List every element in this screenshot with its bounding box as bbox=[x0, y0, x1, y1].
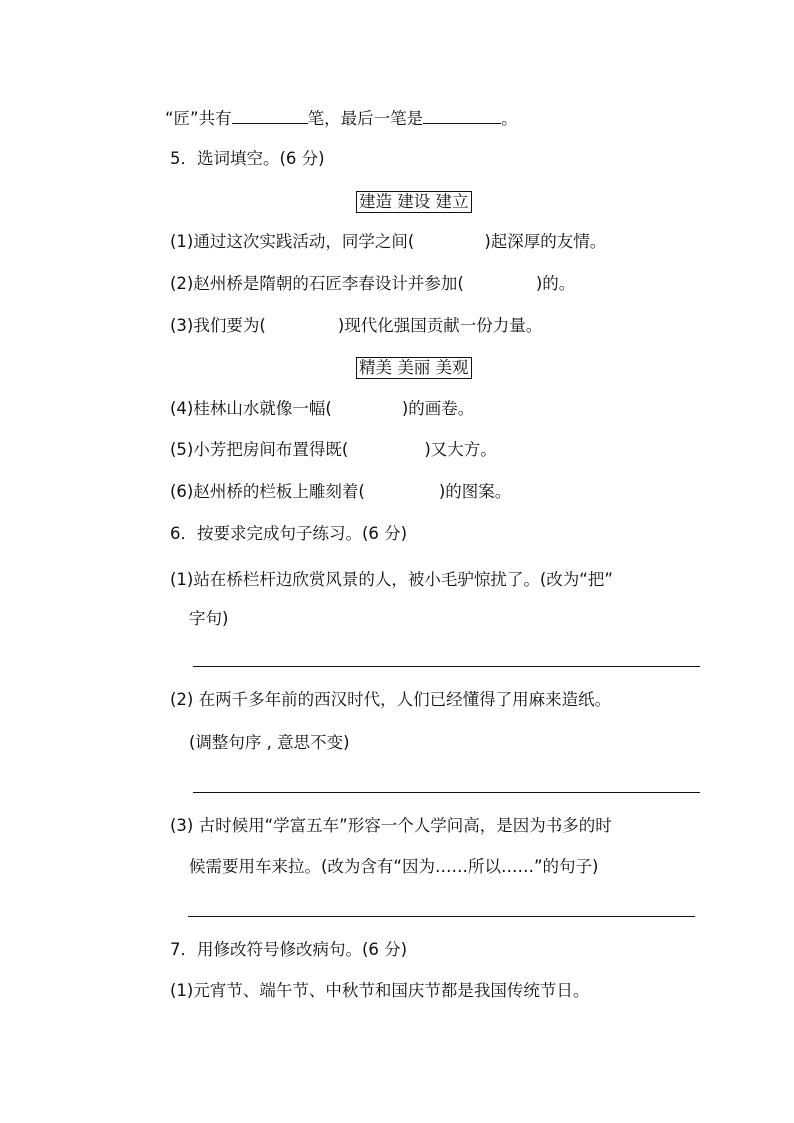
q7-item-1: (1)元宵节、端午节、中秋节和国庆节都是我国传统节日。 bbox=[170, 981, 590, 1000]
q5-item-2-post: )的。 bbox=[535, 274, 576, 293]
intro-text-mid: 笔，最后一笔是 bbox=[307, 109, 424, 128]
q7-title: 7．用修改符号修改病句。(6 分) bbox=[170, 940, 408, 959]
q5-item-6-pre: (6)赵州桥的栏板上雕刻着( bbox=[170, 482, 365, 501]
q6-item-1-answer-line[interactable] bbox=[193, 666, 700, 667]
q5-item-3 bbox=[170, 315, 542, 337]
q5-item-2 bbox=[170, 273, 575, 295]
q5-item-2-pre: (2)赵州桥是隋朝的石匠李春设计并参加( bbox=[170, 274, 464, 293]
q6-item-3-line-1: (3) 古时候用“学富五车”形容一个人学问高，是因为书多的时 bbox=[170, 816, 612, 835]
q5-item-5 bbox=[170, 439, 497, 461]
q6-item-3-answer-line[interactable] bbox=[188, 916, 695, 917]
q6-title: 6．按要求完成句子练习。(6 分) bbox=[170, 524, 408, 543]
intro-text-pre: “匠”共有 bbox=[165, 109, 232, 128]
q5-item-4 bbox=[170, 398, 474, 420]
word-choice-box-2: 精美 美丽 美观 bbox=[356, 357, 472, 379]
q5-item-1-pre: (1)通过这次实践活动，同学之间( bbox=[170, 232, 415, 251]
q5-item-5-pre: (5)小芳把房间布置得既( bbox=[170, 440, 349, 459]
word-choice-box-1: 建造 建设 建立 bbox=[356, 191, 472, 213]
q5-item-4-pre: (4)桂林山水就像一幅( bbox=[170, 399, 332, 418]
q5-item-4-post: )的画卷。 bbox=[401, 399, 475, 418]
intro-text-end: 。 bbox=[501, 109, 518, 128]
q6-item-2-line-2: (调整句序 , 意思不变) bbox=[189, 733, 350, 752]
q5-item-6-post: )的图案。 bbox=[438, 482, 512, 501]
q6-item-3-line-2: 候需要用车来拉。(改为含有“因为……所以……”的句子) bbox=[189, 857, 599, 876]
stroke-count-blank[interactable] bbox=[232, 107, 308, 124]
q5-item-3-pre: (3)我们要为( bbox=[170, 316, 266, 335]
q5-title: 5．选词填空。(6 分) bbox=[170, 149, 325, 168]
q5-item-3-post: )现代化强国贡献一份力量。 bbox=[337, 316, 543, 335]
last-stroke-blank[interactable] bbox=[423, 107, 501, 124]
q5-item-6 bbox=[170, 481, 511, 503]
q6-item-1-line-1: (1)站在桥栏杆边欣赏风景的人，被小毛驴惊扰了。(改为“把” bbox=[170, 570, 613, 589]
q5-item-1-post: )起深厚的友情。 bbox=[484, 232, 607, 251]
intro-line bbox=[165, 107, 518, 130]
q6-item-2-answer-line[interactable] bbox=[193, 792, 700, 793]
q6-item-1-line-2: 字句) bbox=[189, 609, 229, 628]
q5-item-1 bbox=[170, 231, 606, 253]
q5-item-5-post: )又大方。 bbox=[424, 440, 497, 459]
q6-item-2-line-1: (2) 在两千多年前的西汉时代，人们已经懂得了用麻来造纸。 bbox=[170, 690, 612, 709]
